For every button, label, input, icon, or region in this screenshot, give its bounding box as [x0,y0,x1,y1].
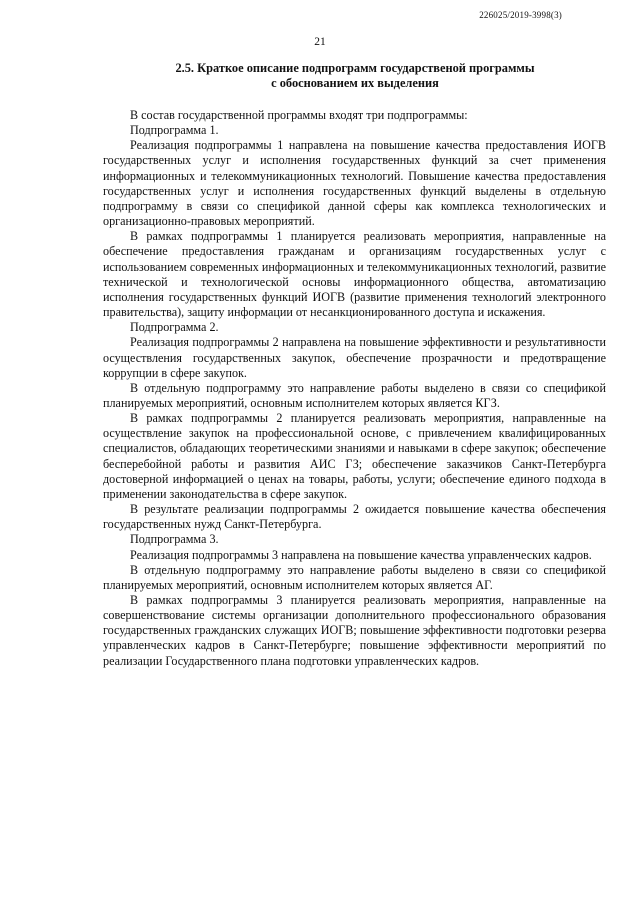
subprogram-1-heading: Подпрограмма 1. [130,123,219,138]
paragraph-intro: В состав государственной программы входят три подпрограммы: [130,108,468,122]
subprogram-2-heading: Подпрограмма 2. [130,320,219,335]
document-id: 226025/2019-3998(3) [479,10,562,20]
body-text [103,108,606,669]
paragraph: В отдельную подпрограмму это направление работы выделено в связи со спецификой планируемых мероприятий, основным исполнителем которых является КГЗ. [103,380,606,410]
section-title-line-2: с обоснованием их выделения [271,76,439,90]
paragraph: Реализация подпрограммы 1 направлена на повышение качества предоставления ИОГВ государственных услуг и исполнения государственных функций за счет применения информационных и телекоммуникационных технологий. Повышение качества предоставления государственных услуг и исполнения государственных функций выделены в отдельную подпрограмму в связи со спецификой данной сферы как комплекса технологических и организационно-правовых мероприятий. [103,138,606,229]
section-title [110,61,600,91]
paragraph: В отдельную подпрограмму это направление работы выделено в связи со спецификой планируемых мероприятий, основным исполнителем которых является АГ. [103,562,606,592]
page-number: 21 [314,36,326,48]
paragraph: В рамках подпрограммы 3 планируется реализовать мероприятия, направленные на совершенствование системы организации дополнительного профессионального образования государственных гражданских служащих ИОГВ; повышение эффективности подготовки резерва управленческих кадров в Санкт-Петербурге; повышение эффективности мероприятий по реализации Государственного плана подготовки управленческих кадров. [103,593,606,668]
paragraph: Реализация подпрограммы 3 направлена на повышение качества управленческих кадров. [130,547,592,562]
paragraph: Реализация подпрограммы 2 направлена на повышение эффективности и результативности осуществления государственных закупок, обеспечение прозрачности и предотвращение коррупции в сфере закупок. [103,335,606,380]
paragraph: В рамках подпрограммы 1 планируется реализовать мероприятия, направленные на обеспечение предоставления гражданам и организациям государственных услуг с использованием современных информационных и телекоммуникационных технологий, развитие технической и технологической основы информационного общества, автоматизацию исполнения государственных функций ИОГВ (развитие применения технологий электронного правительства), защиту информации от несанкционированного доступа и искажения. [103,229,606,320]
paragraph: В рамках подпрограммы 2 планируется реализовать мероприятия, направленные на осуществление закупок на профессиональной основе, с привлечением квалифицированных специалистов, обладающих теоретическими знаниями и навыками в сфере закупок; обеспечение бесперебойной работы и развития АИС ГЗ; обеспечение заказчиков Санкт-Петербурга достоверной информацией о ценах на товары, работы, услуги; обеспечение единого подхода в применении законодательства в сфере закупок. [103,411,606,501]
subprogram-3-heading: Подпрограмма 3. [130,532,219,547]
section-title-line-1: 2.5. Краткое описание подпрограмм государственой программы [175,61,535,75]
paragraph: В результате реализации подпрограммы 2 ожидается повышение качества обеспечения государственных нужд Санкт-Петербурга. [103,502,606,532]
